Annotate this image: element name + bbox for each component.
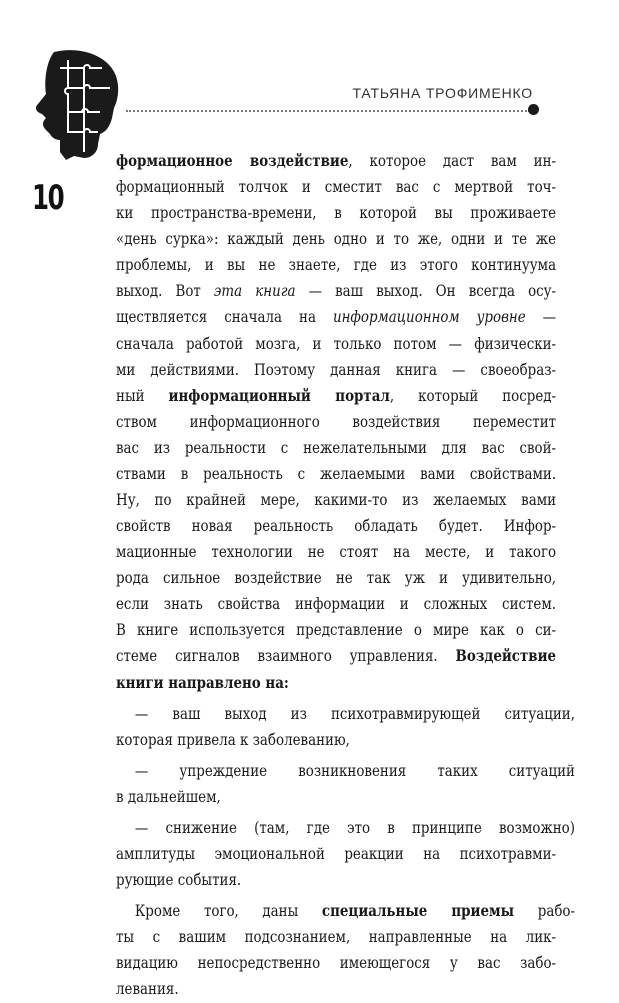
text-line <box>116 383 556 409</box>
text-run: рабо- <box>514 902 576 921</box>
text-line <box>116 409 556 435</box>
list-item-line <box>116 727 494 753</box>
text-run: информационном уровне <box>332 308 526 327</box>
text-run: В книге используется представление о мире как о си- <box>116 621 557 640</box>
list-item-line <box>116 815 575 841</box>
text-run: ты с вашим подсознанием, направленные на лик- <box>116 928 557 947</box>
text-line <box>116 539 556 565</box>
text-line <box>116 950 556 976</box>
text-run: — ваш выход из психотравмирующей ситуации, <box>134 704 575 723</box>
text-run: ми действиями. Поэтому данная книга — своеобраз- <box>116 360 557 379</box>
text-run: рующие события. <box>116 871 242 890</box>
text-line <box>116 924 556 950</box>
text-line <box>116 643 556 669</box>
page-number: 10 <box>32 178 64 218</box>
text-line <box>116 357 556 383</box>
text-run: Ну, по крайней мере, какими-то из желаемых вами <box>116 491 557 510</box>
text-run: свойств новая реальность обладать будет. Инфор- <box>116 517 557 536</box>
text-run: мационные технологии не стоят на месте, и такого <box>116 543 557 562</box>
text-run: специальные приемы <box>321 901 515 921</box>
text-run: — упреждение возникновения таких ситуаций <box>134 761 575 780</box>
text-run: ством информационного воздействия переместит <box>116 412 557 431</box>
text-line <box>116 435 556 461</box>
text-line <box>116 670 494 696</box>
text-run: рода сильное воздействие не так уж и удивительно, <box>116 569 557 588</box>
text-line <box>116 898 575 924</box>
list-item-line <box>116 701 575 727</box>
text-run: ки пространства-времени, в которой вы проживаете <box>116 204 557 223</box>
text-line <box>116 200 556 226</box>
text-run: формационное воздействие <box>116 151 349 170</box>
text-run: сначала работой мозга, и только потом — физически- <box>116 334 557 353</box>
text-line <box>116 565 556 591</box>
header-bullet-dot <box>528 104 539 115</box>
list-item-line <box>116 758 575 784</box>
text-line <box>116 976 494 1002</box>
text-run: проблемы, и вы не знаете, где из этого континуума <box>116 256 557 275</box>
text-run: ществляется сначала на <box>116 308 333 327</box>
text-run: стеме сигналов взаимного управления. <box>116 647 456 666</box>
text-run: левания. <box>116 980 179 999</box>
text-run: книги направлено на: <box>116 672 289 692</box>
text-run: которая привела к заболеванию, <box>116 730 350 749</box>
text-run: — снижение (там, где это в принципе возможно) <box>134 818 575 837</box>
text-line <box>116 148 556 174</box>
text-run: , который посред- <box>389 386 557 405</box>
text-line <box>116 331 556 357</box>
text-run: вас из реальности с нежелательными для вас свой- <box>116 438 557 457</box>
text-run: , которое даст вам ин- <box>348 152 557 170</box>
text-run: в дальнейшем, <box>116 787 221 806</box>
list-item-line <box>116 867 494 893</box>
text-line <box>116 461 556 487</box>
text-run: Кроме того, даны <box>134 902 322 921</box>
text-run: ствами в реальность с желаемыми вами свойствами. <box>116 464 557 483</box>
text-line <box>116 591 556 617</box>
text-run: «день сурка»: каждый день одно и то же, одни и те же <box>116 230 557 249</box>
text-line <box>116 487 556 513</box>
text-run: амплитуды эмоциональной реакции на психотравми- <box>116 845 557 864</box>
text-run: ный <box>116 386 169 405</box>
text-line <box>116 304 556 330</box>
list-item-line <box>116 784 494 810</box>
text-run: — ваш выход. Он всегда осу- <box>295 282 557 301</box>
list-item-line <box>116 841 556 867</box>
text-run: информационный портал <box>168 385 390 405</box>
text-line <box>116 174 556 200</box>
head-puzzle-logo-icon <box>20 48 124 160</box>
text-line <box>116 513 556 539</box>
text-line <box>116 252 556 278</box>
text-run: формационный толчок и сместит вас с мертвой точ- <box>116 178 557 197</box>
text-line <box>116 226 556 252</box>
text-run: — <box>525 308 557 327</box>
header-dotted-rule <box>126 110 530 112</box>
text-run: эта книга <box>213 282 296 301</box>
text-run: видацию непосредственно имеющегося у вас забо- <box>116 954 557 973</box>
text-run: если знать свойства информации и сложных систем. <box>116 595 557 614</box>
text-run: выход. Вот <box>116 282 214 301</box>
text-line <box>116 617 556 643</box>
running-header-author: ТАТЬЯНА ТРОФИМЕНКО <box>352 85 533 101</box>
body-text <box>116 148 576 1003</box>
text-line <box>116 278 556 304</box>
text-run: Воздействие <box>455 646 557 666</box>
